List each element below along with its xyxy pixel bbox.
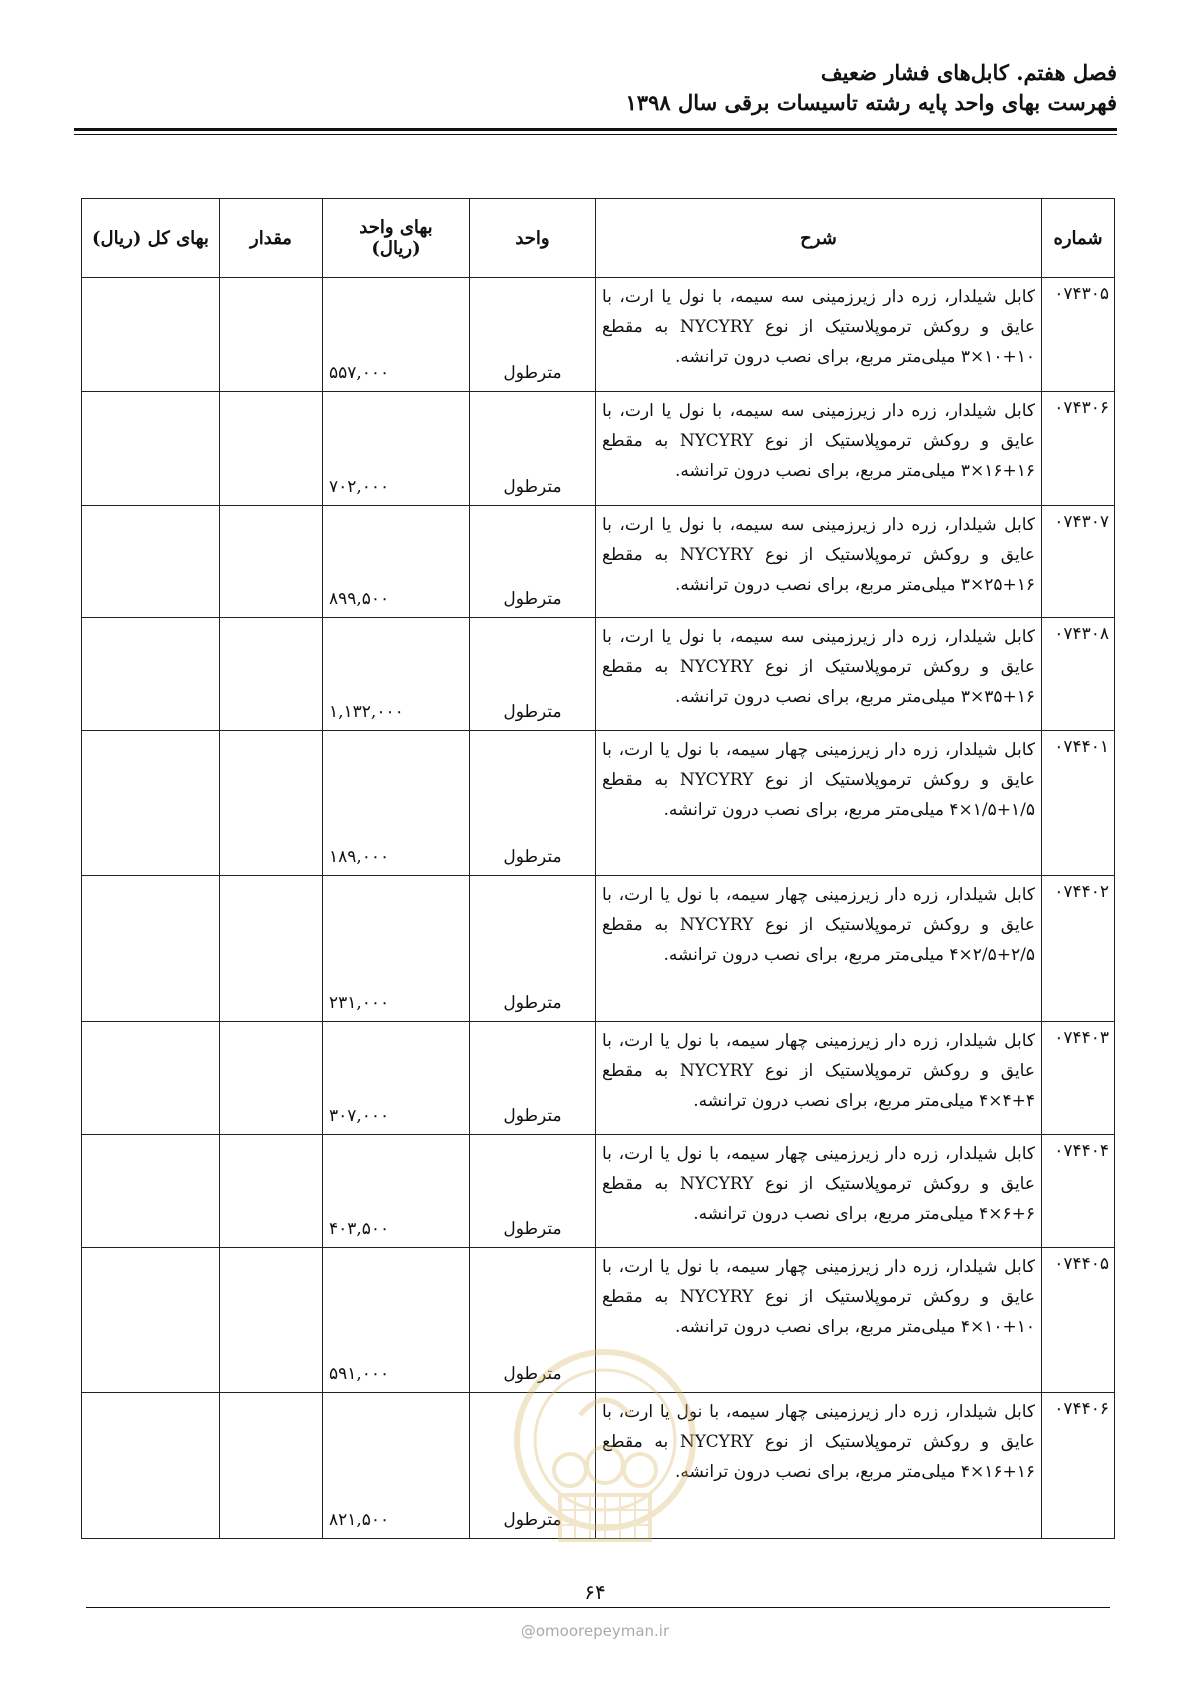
row-quantity (220, 392, 323, 506)
document-subtitle: فهرست بهای واحد پایه رشته تاسیسات برقی سال ۱۳۹۸ (625, 90, 1117, 115)
unit-price-currency: (ریال) (371, 238, 421, 259)
row-unit: مترطول (470, 618, 596, 731)
column-header-code: شماره (1042, 199, 1115, 278)
table-row (82, 1022, 1115, 1135)
row-unit-price: ۵۹۱,۰۰۰ (323, 1248, 470, 1393)
row-total (82, 1393, 220, 1539)
row-quantity (220, 1135, 323, 1248)
row-description: کابل شیلدار، زره دار زیرزمینی چهار سیمه، با نول یا ارت، با عایق و روکش ترموپلاستیک از نوع NYCYRY به مقطع ۲/۵+۲/۵×۴ میلی‌متر مربع، برای نصب درون ترانشه. (596, 876, 1042, 1022)
row-total (82, 618, 220, 731)
table-row (82, 506, 1115, 618)
website-watermark: @omoorepeyman.ir (520, 1622, 670, 1640)
table-row (82, 278, 1115, 392)
row-unit: مترطول (470, 278, 596, 392)
unit-price-label: بهای واحد (359, 217, 433, 238)
row-description: کابل شیلدار، زره دار زیرزمینی چهار سیمه، با نول یا ارت، با عایق و روکش ترموپلاستیک از نوع NYCYRY به مقطع ۴+۴×۴ میلی‌متر مربع، برای نصب درون ترانشه. (596, 1022, 1042, 1135)
row-quantity (220, 731, 323, 876)
row-description: کابل شیلدار، زره دار زیرزمینی چهار سیمه، با نول یا ارت، با عایق و روکش ترموپلاستیک از نوع NYCYRY به مقطع ۶+۶×۴ میلی‌متر مربع، برای نصب درون ترانشه. (596, 1135, 1042, 1248)
row-code: ۰۷۴۴۰۶ (1042, 1393, 1115, 1539)
row-code: ۰۷۴۴۰۲ (1042, 876, 1115, 1022)
row-description: کابل شیلدار، زره دار زیرزمینی سه سیمه، با نول یا ارت، با عایق و روکش ترموپلاستیک از نوع NYCYRY به مقطع ۱۰+۱۰×۳ میلی‌متر مربع، برای نصب درون ترانشه. (596, 278, 1042, 392)
column-header-unit: واحد (470, 199, 596, 278)
page-number: ۶۴ (584, 1580, 606, 1604)
row-unit-price: ۲۳۱,۰۰۰ (323, 876, 470, 1022)
row-code: ۰۷۴۳۰۸ (1042, 618, 1115, 731)
row-description: کابل شیلدار، زره دار زیرزمینی چهار سیمه، با نول یا ارت، با عایق و روکش ترموپلاستیک از نوع NYCYRY به مقطع ۱۶+۱۶×۴ میلی‌متر مربع، برای نصب درون ترانشه. (596, 1393, 1042, 1539)
row-unit-price: ۱۸۹,۰۰۰ (323, 731, 470, 876)
row-description: کابل شیلدار، زره دار زیرزمینی چهار سیمه، با نول یا ارت، با عایق و روکش ترموپلاستیک از نوع NYCYRY به مقطع ۱/۵+۱/۵×۴ میلی‌متر مربع، برای نصب درون ترانشه. (596, 731, 1042, 876)
table-row (82, 1135, 1115, 1248)
row-code: ۰۷۴۳۰۶ (1042, 392, 1115, 506)
footer-rule (86, 1607, 1110, 1608)
row-unit-price: ۱,۱۳۲,۰۰۰ (323, 618, 470, 731)
row-quantity (220, 618, 323, 731)
table-row (82, 392, 1115, 506)
row-description: کابل شیلدار، زره دار زیرزمینی سه سیمه، با نول یا ارت، با عایق و روکش ترموپلاستیک از نوع NYCYRY به مقطع ۱۶+۱۶×۳ میلی‌متر مربع، برای نصب درون ترانشه. (596, 392, 1042, 506)
column-header-unit-price (323, 199, 470, 278)
row-quantity (220, 1022, 323, 1135)
row-total (82, 1022, 220, 1135)
row-code: ۰۷۴۳۰۷ (1042, 506, 1115, 618)
table-row (82, 1393, 1115, 1539)
row-unit-price: ۳۰۷,۰۰۰ (323, 1022, 470, 1135)
row-code: ۰۷۴۴۰۱ (1042, 731, 1115, 876)
row-total (82, 1135, 220, 1248)
header-rule-thin (74, 134, 1117, 135)
row-unit: مترطول (470, 731, 596, 876)
row-unit-price: ۵۵۷,۰۰۰ (323, 278, 470, 392)
page-header (626, 58, 1117, 118)
row-unit-price: ۸۹۹,۵۰۰ (323, 506, 470, 618)
row-description: کابل شیلدار، زره دار زیرزمینی چهار سیمه، با نول یا ارت، با عایق و روکش ترموپلاستیک از نوع NYCYRY به مقطع ۱۰+۱۰×۴ میلی‌متر مربع، برای نصب درون ترانشه. (596, 1248, 1042, 1393)
row-total (82, 506, 220, 618)
row-total (82, 731, 220, 876)
row-code: ۰۷۴۴۰۴ (1042, 1135, 1115, 1248)
row-total (82, 876, 220, 1022)
row-total (82, 1248, 220, 1393)
row-unit-price: ۴۰۳,۵۰۰ (323, 1135, 470, 1248)
header-rule-thick (74, 128, 1117, 131)
row-quantity (220, 876, 323, 1022)
column-header-description: شرح (596, 199, 1042, 278)
column-header-quantity: مقدار (220, 199, 323, 278)
table-header-row (82, 199, 1115, 278)
table-row (82, 618, 1115, 731)
row-quantity (220, 506, 323, 618)
chapter-title: فصل هفتم. کابل‌های فشار ضعیف (820, 60, 1117, 85)
row-code: ۰۷۴۴۰۵ (1042, 1248, 1115, 1393)
row-total (82, 278, 220, 392)
row-quantity (220, 1393, 323, 1539)
column-header-total: بهای کل (ریال) (82, 199, 220, 278)
table-row (82, 731, 1115, 876)
row-unit-price: ۷۰۲,۰۰۰ (323, 392, 470, 506)
row-unit: مترطول (470, 506, 596, 618)
table-row (82, 876, 1115, 1022)
row-code: ۰۷۴۳۰۵ (1042, 278, 1115, 392)
row-code: ۰۷۴۴۰۳ (1042, 1022, 1115, 1135)
row-unit: مترطول (470, 1135, 596, 1248)
price-table (81, 198, 1115, 1539)
row-total (82, 392, 220, 506)
row-description: کابل شیلدار، زره دار زیرزمینی سه سیمه، با نول یا ارت، با عایق و روکش ترموپلاستیک از نوع NYCYRY به مقطع ۱۶+۳۵×۳ میلی‌متر مربع، برای نصب درون ترانشه. (596, 618, 1042, 731)
row-quantity (220, 278, 323, 392)
table-row (82, 1248, 1115, 1393)
row-unit: مترطول (470, 1022, 596, 1135)
row-unit: مترطول (470, 1248, 596, 1393)
row-unit: مترطول (470, 392, 596, 506)
row-description: کابل شیلدار، زره دار زیرزمینی سه سیمه، با نول یا ارت، با عایق و روکش ترموپلاستیک از نوع NYCYRY به مقطع ۱۶+۲۵×۳ میلی‌متر مربع، برای نصب درون ترانشه. (596, 506, 1042, 618)
row-quantity (220, 1248, 323, 1393)
row-unit-price: ۸۲۱,۵۰۰ (323, 1393, 470, 1539)
row-unit: مترطول (470, 1393, 596, 1539)
row-unit: مترطول (470, 876, 596, 1022)
